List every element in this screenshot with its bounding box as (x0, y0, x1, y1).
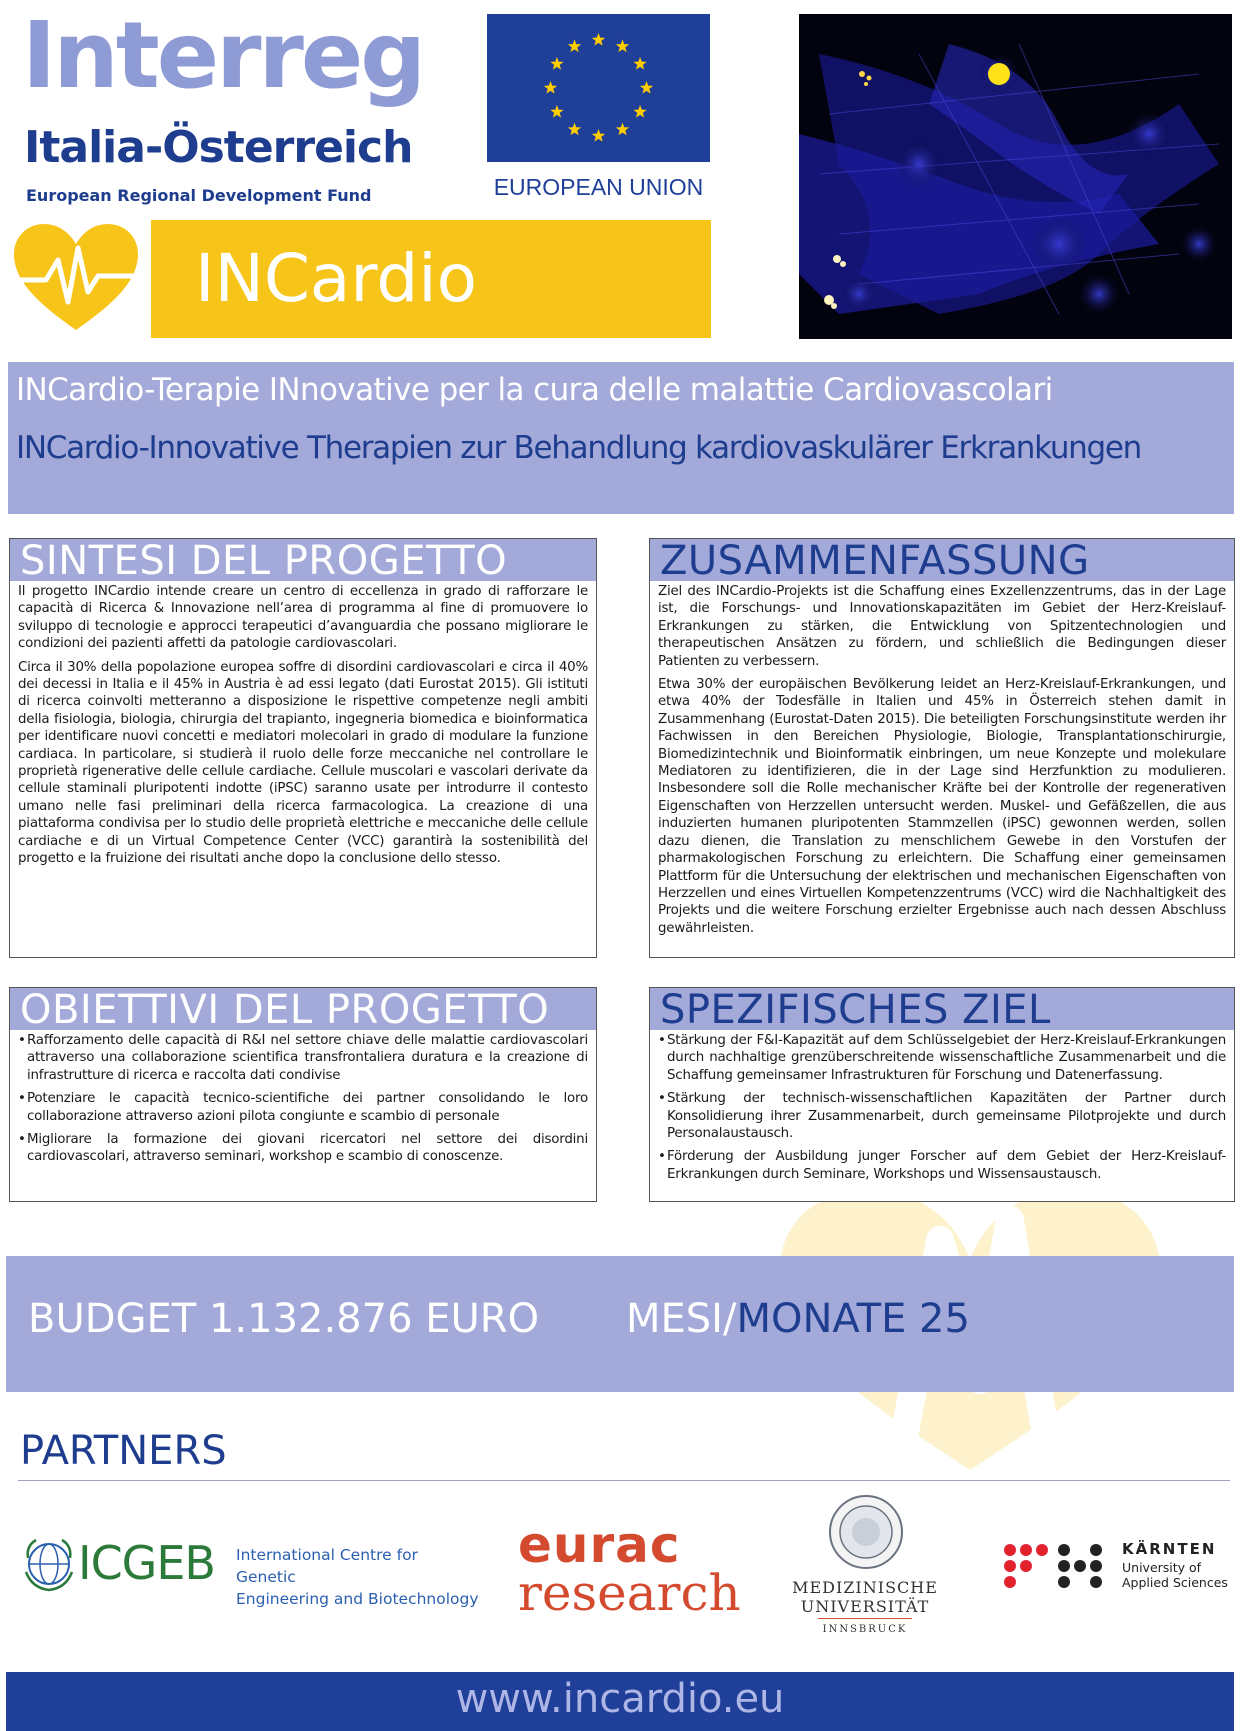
eu-star-icon (633, 57, 646, 70)
eu-star-icon (592, 33, 605, 46)
project-banner (151, 220, 711, 338)
university-name-line: UNIVERSITÄT (800, 1597, 930, 1616)
website-link[interactable]: www.incardio.eu (455, 1676, 785, 1722)
list-item: • Potenziare le capacità tecnico-scientifiche dei partner consolidando le loro collaborazione attraverso azioni pilota congiunte e scambio di personale (18, 1090, 588, 1125)
months-rest: MONATE 25 (736, 1296, 970, 1342)
icgeb-full-name (236, 1544, 482, 1610)
eu-star-icon (550, 105, 563, 118)
sintesi-paragraph: Il progetto INCardio intende creare un centro di eccellenza in grado di rafforzare le capacità di Ricerca & Innovazione nell’area di programma al fine di promuovere lo sviluppo di tecnologie e approcci terapeutici d’avanguardia che possano migliorare le condizioni dei pazienti affetti da patologie cardiovascolari. (18, 584, 588, 652)
title-band (8, 362, 1234, 514)
eurac-wordmark: eurac (518, 1516, 681, 1574)
sintesi-paragraph: Circa il 30% della popolazione europea soffre di disordini cardiovascolari e circa il 40% dei decessi in Italia e il 45% in Austria è ad essi legato (dati Eurostat 2015). Gli istituti di ricerca coinvolti metteranno a disposizione le rispettive competenze negli ambiti della fisiologia, biologia, chirurgia del trapianto, ingegneria biomedica e bioinformatica per identificare nuovi concetti e mediatori molecolari in grado di modulare la funzione cardiaca. In particolare, si studierà il ruolo delle forze meccaniche nel controllare le proprietà rigenerative delle cellule cardiache. Cellule muscolari e vascolari derivate da cellule staminali pluripotenti indotte (iPSC) saranno usate per introdurre il contesto umano nelle fasi preliminari della ricerca farmacologica. La creazione di una piattaforma condivisa per lo studio delle proprietà elettriche e meccaniche delle cellule cardiache e di un Virtual Competence Center (VCC) garantirà la sostenibilità del progetto e la fruizione dei risultati anche dopo la conclusione dello stesso. (18, 659, 588, 867)
university-city: INNSBRUCK (822, 1624, 908, 1635)
karnten-name: KÄRNTEN (1122, 1540, 1217, 1558)
sintesi-heading-bar (10, 538, 596, 584)
interreg-fund: European Regional Development Fund (26, 186, 372, 205)
eu-star-icon (640, 81, 653, 94)
university-name (790, 1578, 940, 1616)
zusammenfassung-paragraph: Ziel des INCardio-Projekts ist die Schaffung eines Exzellenzzentrums, das in der Lage ist, die Forschungs- und Innovationskapazitäten im Gebiet der Herz-Kreislauf-Erkrankungen zu stärken, die Entwicklung von Spitzentechnologien und therapeutischen Ansätzen zu fördern, und schließlich die Bedingungen dieser Patienten zu verbessern. (658, 584, 1226, 669)
eu-star-icon (616, 123, 629, 136)
list-item: • Rafforzamento delle capacità di R&I nel settore chiave delle malattie cardiovascolari attraverso una collaborazione scientifica transfrontaliera duratura e la creazione di infrastrutture di ricerca e raccolta dati condivise (18, 1032, 588, 1084)
eu-star-icon (550, 57, 563, 70)
zusammenfassung-heading-bar (650, 538, 1234, 584)
partners-divider (18, 1480, 1230, 1481)
eu-star-icon (633, 105, 646, 118)
icgeb-name: ICGEB (78, 1536, 215, 1590)
obiettivi-box (9, 987, 597, 1202)
obiettivi-heading-bar (10, 987, 596, 1033)
footer-band (6, 1672, 1234, 1731)
obiettivi-body (10, 1030, 596, 1166)
karnten-subtitle (1122, 1560, 1228, 1590)
spezifisches-ziel-heading-bar (650, 987, 1234, 1033)
eu-label: EUROPEAN UNION (493, 174, 704, 200)
university-seal-icon (828, 1494, 904, 1570)
eu-star-icon (616, 39, 629, 52)
interreg-country: Italia-Österreich (24, 122, 413, 173)
sintesi-box (9, 538, 597, 958)
icgeb-line: International Centre for Genetic (236, 1546, 418, 1586)
spezifisches-ziel-heading: SPEZIFISCHES ZIEL (660, 987, 1051, 1033)
icgeb-logo (22, 1530, 482, 1620)
zusammenfassung-body (650, 581, 1234, 937)
interreg-logo (22, 2, 462, 210)
spezifisches-ziel-list (658, 1032, 1226, 1183)
karnten-line: Applied Sciences (1122, 1575, 1228, 1590)
eu-flag-icon (487, 14, 710, 162)
project-name: INCardio (195, 240, 477, 317)
eurac-logo (518, 1516, 748, 1622)
spezifisches-ziel-body (650, 1030, 1234, 1183)
list-item: • Stärkung der technisch-wissenschaftlichen Kapazitäten der Partner durch Konsolidierung ihrer Zusammenarbeit, durch gemeinsame Pilotprojekte und durch Personalaustausch. (658, 1090, 1226, 1142)
obiettivi-heading: OBIETTIVI DEL PROGETTO (20, 987, 550, 1033)
heart-pulse-icon (6, 218, 146, 338)
eurac-research-word: research (518, 1564, 741, 1622)
icgeb-line: Engineering and Biotechnology (236, 1590, 479, 1608)
title-italian: INCardio-Terapie INnovative per la cura delle malattie Cardiovascolari (16, 372, 1053, 408)
karnten-logo (1002, 1540, 1232, 1600)
project-duration (626, 1296, 970, 1342)
university-name-line: MEDIZINISCHE (792, 1578, 938, 1597)
zusammenfassung-heading: ZUSAMMENFASSUNG (660, 538, 1090, 584)
karnten-dots-icon (1002, 1542, 1112, 1590)
university-divider (818, 1618, 912, 1619)
list-item: • Förderung der Ausbildung junger Forscher auf dem Gebiet der Herz-Kreislauf-Erkrankungen durch Seminare, Workshops und Wissensaustausch. (658, 1148, 1226, 1183)
medizinische-universitaet-logo (790, 1494, 940, 1639)
zusammenfassung-paragraph: Etwa 30% der europäischen Bevölkerung leidet an Herz-Kreislauf-Erkrankungen, und etwa 40% der Todesfälle in Italien und 45% in Österreich stehen damit in Zusammenhang (Eurostat-Daten 2015). Die beteiligten Forschungsinstitute werden ihr Fachwissen in den Bereichen Physiologie, Biologie, Transplantationschirurgie, Biomedizintechnik und Bioinformatik einbringen, um neue Konzepte und molekulare Mediatoren zu identifizieren, die in der Lage sind Herzfunktion zu modulieren. Insbesondere soll die Rolle mechanischer Kräfte bei der Kontrolle der regenerativen Eigenschaften von Herzzellen untersucht werden. Muskel- und Gefäßzellen, die aus induzierten humanen pluripotenten Stammzellen (iPSC) gewonnen werden, sollen dazu dienen, die Translation zu menschlichem Gewebe in den Vorstufen der pharmakologischen Forschung zu erleichtern. Die Schaffung einer gemeinsamen Plattform für die Untersuchung der elektrischen und mechanischen Eigenschaften von Herzzellen und eines Virtuellen Kompetenzzentrums (VCC) wird die Nachhaltigkeit des Projekts und die weitere Forschung erzielter Ergebnisse auch nach dessen Abschluss gewährleisten. (658, 677, 1226, 936)
eu-star-icon (568, 39, 581, 52)
months-prefix: MESI/ (626, 1296, 737, 1342)
microscopy-image (799, 14, 1232, 339)
eu-logo (487, 14, 710, 204)
sintesi-body (10, 581, 596, 868)
karnten-line: University of (1122, 1560, 1202, 1575)
eu-star-icon (568, 123, 581, 136)
budget-amount: BUDGET 1.132.876 EURO (28, 1296, 540, 1342)
icgeb-globe-icon (22, 1534, 76, 1594)
budget-band (6, 1256, 1234, 1392)
sintesi-heading: SINTESI DEL PROGETTO (20, 538, 508, 584)
spezifisches-ziel-box (649, 987, 1235, 1202)
eu-star-icon (544, 81, 557, 94)
interreg-wordmark: Interreg (22, 2, 424, 109)
list-item: • Stärkung der F&I-Kapazität auf dem Schlüsselgebiet der Herz-Kreislauf-Erkrankungen durch nachhaltige grenzüberschreitende wissenschaftliche Zusammenarbeit und die Schaffung gemeinsamer Infrastrukturen für Forschung und Datenerfassung. (658, 1032, 1226, 1084)
obiettivi-list (18, 1032, 588, 1166)
zusammenfassung-box (649, 538, 1235, 958)
title-german: INCardio-Innovative Therapien zur Behandlung kardiovaskulärer Erkrankungen (16, 430, 1142, 466)
partners-title: PARTNERS (20, 1428, 227, 1474)
eu-star-icon (592, 129, 605, 142)
list-item: • Migliorare la formazione dei giovani ricercatori nel settore dei disordini cardiovascolari, attraverso seminari, workshop e scambio di conoscenze. (18, 1131, 588, 1166)
